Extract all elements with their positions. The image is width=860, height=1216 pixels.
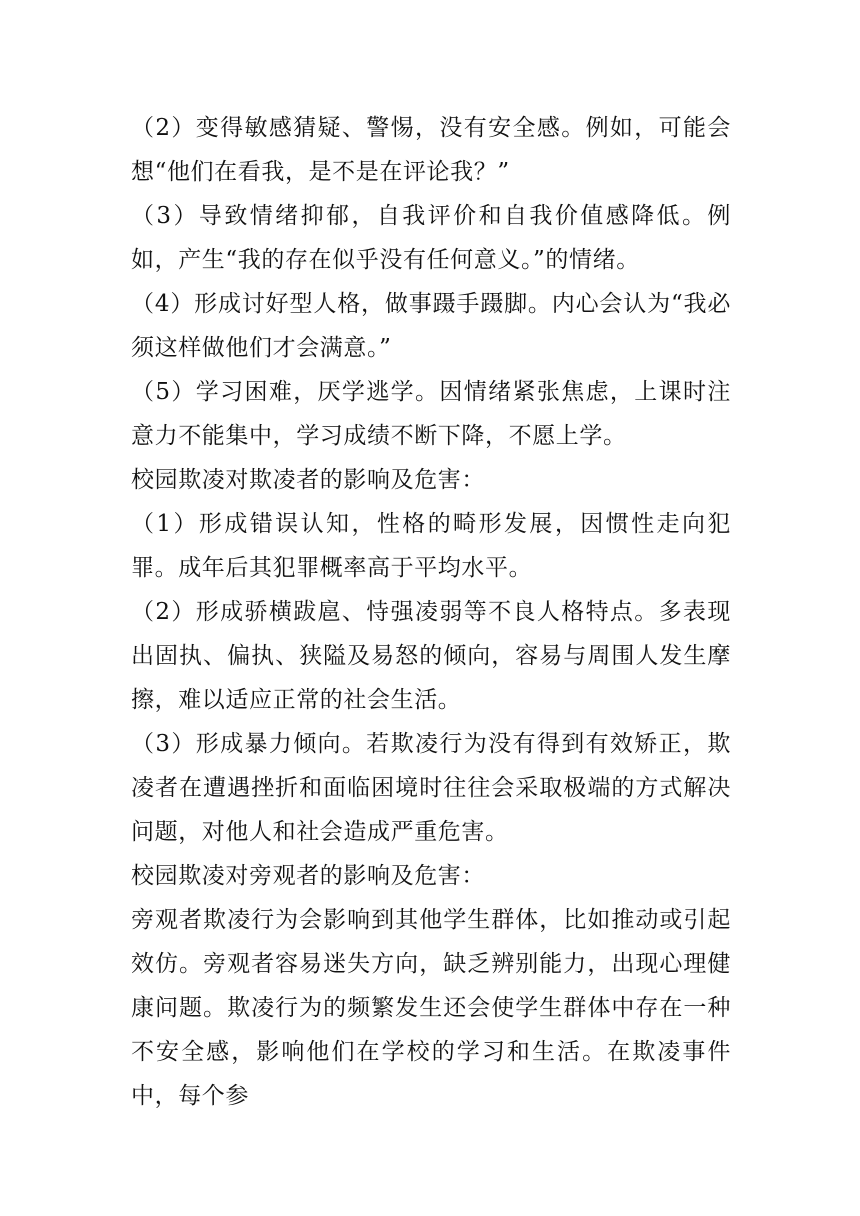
document-body <box>131 106 731 1118</box>
paragraph-victim-point-5: （5）学习困难，厌学逃学。因情绪紧张焦虑，上课时注意力不能集中，学习成绩不断下降，不愿上学。 <box>131 379 731 449</box>
paragraph-victim-point-3: （3）导致情绪抑郁，自我评价和自我价值感降低。例如，产生“我的存在似乎没有任何意义。”的情绪。 <box>131 203 731 273</box>
paragraph-victim-point-2: （2）变得敏感猜疑、警惕，没有安全感。例如，可能会想“他们在看我，是不是在评论我？” <box>131 115 731 185</box>
paragraph-bystander-body: 旁观者欺凌行为会影响到其他学生群体，比如推动或引起效仿。旁观者容易迷失方向，缺乏辨别能力，出现心理健康问题。欺凌行为的频繁发生还会使学生群体中存在一种不安全感，影响他们在学校的学习和生活。在欺凌事件中，每个参 <box>131 907 731 1109</box>
section-heading-bully-effects: 校园欺凌对欺凌者的影响及危害： <box>131 467 485 493</box>
section-heading-bystander-effects: 校园欺凌对旁观者的影响及危害： <box>131 863 485 889</box>
paragraph-bully-point-1: （1）形成错误认知，性格的畸形发展，因惯性走向犯罪。成年后其犯罪概率高于平均水平。 <box>131 511 731 581</box>
paragraph-bully-point-3: （3）形成暴力倾向。若欺凌行为没有得到有效矫正，欺凌者在遭遇挫折和面临困境时往往会采取极端的方式解决问题，对他人和社会造成严重危害。 <box>131 731 731 845</box>
paragraph-bully-point-2: （2）形成骄横跋扈、恃强凌弱等不良人格特点。多表现出固执、偏执、狭隘及易怒的倾向，容易与周围人发生摩擦，难以适应正常的社会生活。 <box>131 599 731 713</box>
paragraph-victim-point-4: （4）形成讨好型人格，做事蹑手蹑脚。内心会认为“我必须这样做他们才会满意。” <box>131 291 731 361</box>
